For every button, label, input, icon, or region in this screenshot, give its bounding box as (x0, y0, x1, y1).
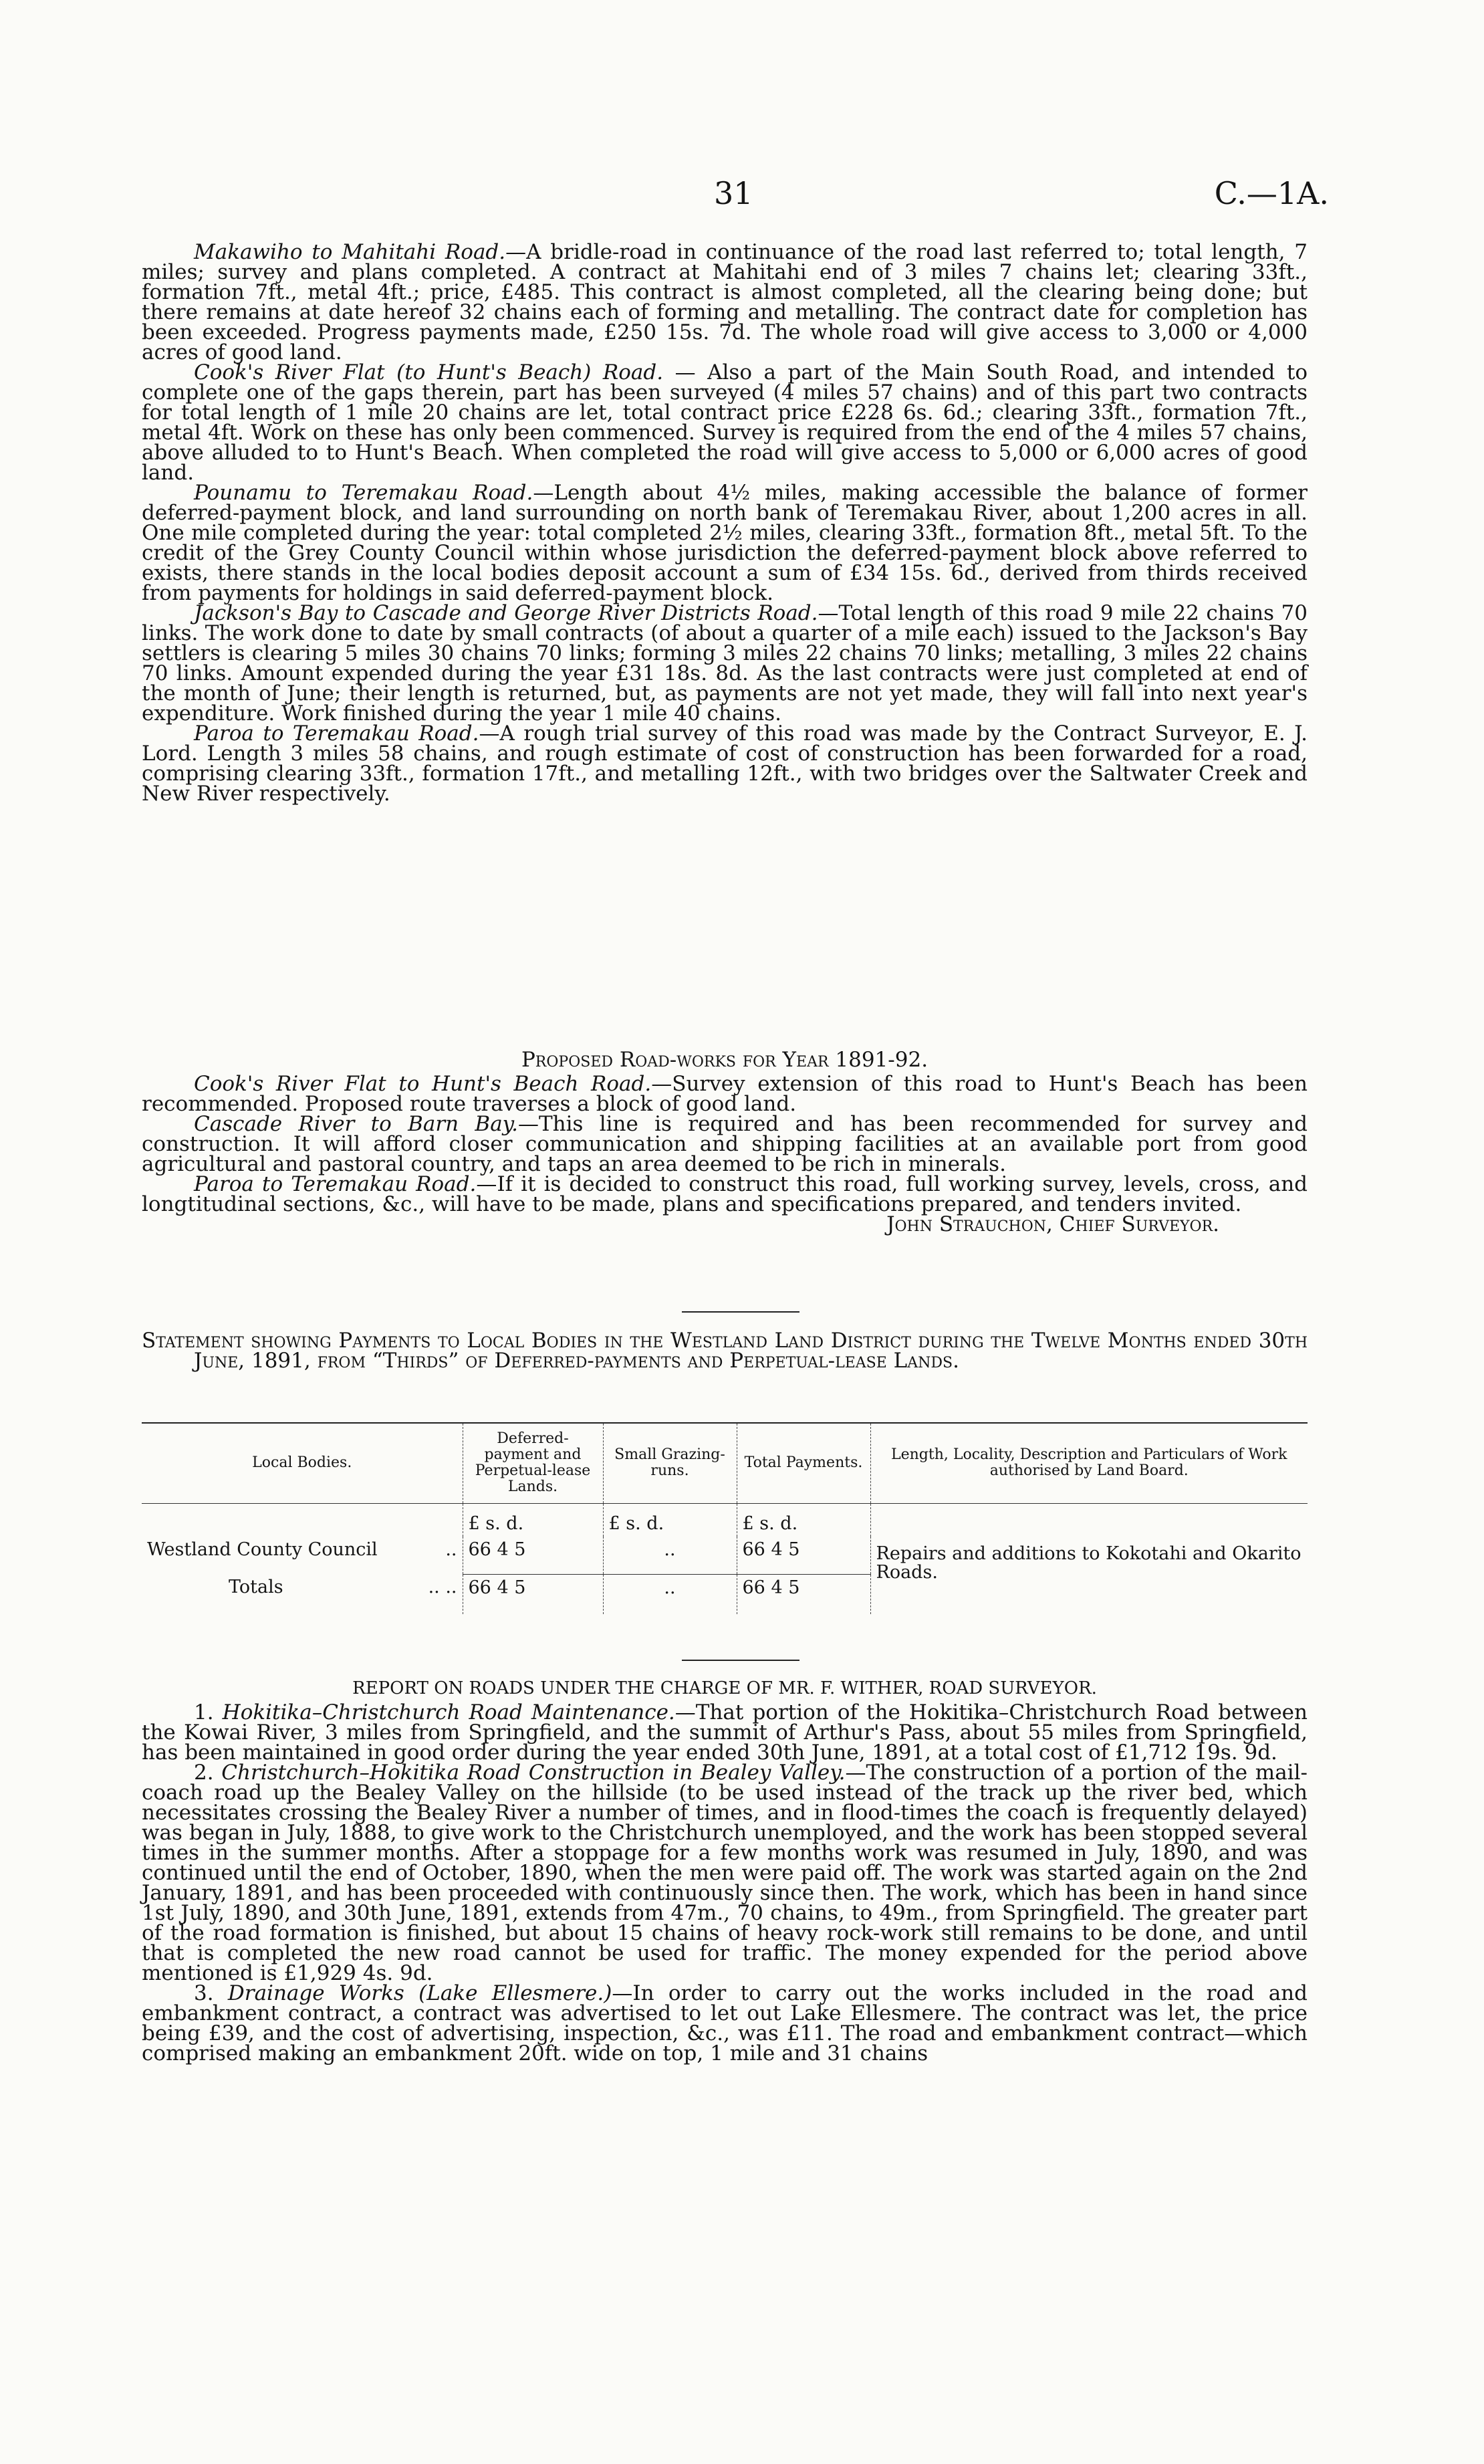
col-small-grazing: Small Grazing-runs. (603, 1423, 737, 1503)
table-row (142, 1537, 1308, 1574)
proposed-paragraph (142, 1174, 1308, 1214)
spacer-cell (870, 1503, 1308, 1537)
col-local-bodies: Local Bodies. (142, 1423, 463, 1503)
road-paragraph (142, 603, 1308, 723)
item-text: —In order to carry out the works included in the road and embankment contract, a contract was advertised to let out Lake Ellesmere. The contract was let, the price being £39, and the cost of advertising, inspection, &c., was £11. The road and embankment contract—which comprised making an embankment 20ft. wide on top, 1 mile and 31 chains (142, 1981, 1308, 2065)
road-text: —Length about 4½ miles, making accessible the balance of former deferred-payment block, and land surrounding on north bank of Teremakau River, about 1,200 acres in all. One mile completed during the year: total completed 2½ miles, clearing 33ft., formation 8ft., metal 5ft. To the credit of the Grey County Council within whose jurisdiction the deferred-payment block above referred to exists, there stands in the local bodies deposit account a sum of £34 15s. 6d., derived from thirds received from payments for holdings in said deferred-payment block. (142, 481, 1308, 605)
road-title: Pounamu to Teremakau Road. (194, 481, 533, 505)
body-name: Westland County Council (147, 1539, 378, 1560)
totals-label: Totals (229, 1577, 283, 1597)
item-number: 1. (194, 1700, 214, 1724)
item-title: Christchurch–Hokitika Road Construction in Bealey Valley. (221, 1761, 846, 1785)
proposed-works-section (142, 1050, 1308, 1234)
units-grazing: £ s. d. (603, 1503, 737, 1537)
road-paragraph (142, 242, 1308, 362)
page-header (0, 175, 1484, 215)
col-total: Total Payments. (737, 1423, 870, 1503)
col-deferred: Deferred-payment and Perpetual-lease Lands. (463, 1423, 603, 1503)
row-particulars: Repairs and additions to Kokotahi and Okarito Roads. (870, 1537, 1308, 1614)
item-text: —That portion of the Hokitika–Christchurch Road between the Kowai River, 3 miles from Springfield, and the summit of Arthur's Pass, about 55 miles from Springfield, has been maintained in good order during the year ended 30th June, 1891, at a total cost of £1,712 19s. 9d. (142, 1700, 1308, 1765)
proposed-title: Cook's River Flat to Hunt's Beach Road. (194, 1072, 652, 1096)
signature: John Strauchon, Chief Surveyor. (886, 1212, 1219, 1236)
page-number: 31 (714, 175, 753, 211)
wither-report-section (142, 1678, 1308, 2063)
row-local-body (142, 1537, 463, 1574)
road-text: — Also a part of the Main South Road, and intended to complete one of the gaps therein, part has been surveyed (4 miles 57 chains) and of this part two contracts for total length of 1 mile 20 chains are let, total contract price £228 6s. 6d.; clearing 33ft., formation 7ft., metal 4ft. Work on these has only been commenced. Survey is required from the end of the 4 miles 57 chains, above alluded to to Hunt's Beach. When completed the road will give access to 5,000 or 6,000 acres of good land. (142, 360, 1308, 485)
row-grazing: .. (603, 1537, 737, 1574)
item-text: —The construction of a portion of the mail-coach road up the Bealey Valley on the hillside (to be used instead of the track up the river bed, which necessitates crossing the Bealey River a number of times, and in flood-times the coach is frequently delayed) was began in July, 1888, to give work to the Christchurch unemployed, and the work has been stopped several times in the summer months. After a stoppage for a few months work was resumed in July, 1890, and was continued until the end of October, 1890, when the men were paid off. The work was started again on the 2nd January, 1891, and has been proceeded with continuously since then. The work, which has been in hand since 1st July, 1890, and 30th June, 1891, extends from 47m., 70 chains, to 49m., from Springfield. The greater part of the road formation is finished, but about 15 chains of heavy rock-work still remains to be done, and until that is completed the new road cannot be used for traffic. The money expended for the period above mentioned is £1,929 4s. 9d. (142, 1761, 1308, 1985)
proposed-title: Paroa to Teremakau Road. (194, 1172, 477, 1196)
totals-label-cell (142, 1574, 463, 1614)
road-paragraph (142, 723, 1308, 804)
leader-dots: .. (445, 1539, 457, 1560)
statement-table-wrap (142, 1422, 1308, 1614)
proposed-title: Cascade River to Barn Bay. (194, 1112, 518, 1136)
road-title: Makawiho to Mahitahi Road. (194, 240, 506, 264)
units-deferred: £ s. d. (463, 1503, 603, 1537)
divider (682, 1660, 799, 1661)
col-particulars: Length, Locality, Description and Particulars of Work authorised by Land Board. (870, 1423, 1308, 1503)
road-text: —Total length of this road 9 mile 22 chains 70 links. The work done to date by small contracts (of about a quarter of a mile each) issued to the Jackson's Bay settlers is clearing 5 miles 30 chains 70 links; forming 3 miles 22 chains 70 links; metalling, 3 miles 22 chains 70 links. Amount expended during the year £31 18s. 8d. As the last contracts were just completed at end of the month of June; their length is returned, but, as payments are not yet made, they will fall into next year's expenditure. Work finished during the year 1 mile 40 chains. (142, 601, 1308, 725)
wither-paragraph (142, 1702, 1308, 1763)
spacer-cell (142, 1503, 463, 1537)
proposed-text: —If it is decided to construct this road, full working survey, levels, cross, and longtitudinal sections, &c., will have to be made, plans and specifications prepared, and tenders invited. (142, 1172, 1308, 1216)
totals-grazing: .. (603, 1574, 737, 1614)
road-title: Paroa to Teremakau Road. (194, 721, 479, 746)
road-text: —A bridle-road in continuance of the road last referred to; total length, 7 miles; survey and plans completed. A contract at Mahitahi end of 3 miles 7 chains let; clearing 33ft., formation 7ft., metal 4ft.; price, £485. This contract is almost completed, all the clearing being done; but there remains at date hereof 32 chains each of forming and metalling. The contract date for completion has been exceeded. Progress payments made, £250 15s. 7d. The whole road will give access to 3,000 or 4,000 acres of good land. (142, 240, 1308, 364)
totals-total: 66 4 5 (737, 1574, 870, 1614)
proposed-paragraph (142, 1074, 1308, 1114)
item-title: Hokitika–Christchurch Road Maintenance. (222, 1700, 675, 1724)
units-total: £ s. d. (737, 1503, 870, 1537)
statement-table (142, 1422, 1308, 1614)
road-title: Cook's River Flat (to Hunt's Beach) Road. (194, 360, 664, 384)
statement-section (142, 1331, 1308, 1371)
document-reference: C.—1A. (1214, 175, 1329, 211)
divider (682, 1311, 799, 1313)
row-deferred: 66 4 5 (463, 1537, 603, 1574)
item-number: 2. (194, 1761, 214, 1785)
road-reports-section (142, 242, 1308, 804)
road-paragraph (142, 362, 1308, 483)
wither-paragraph (142, 1983, 1308, 2063)
leader-dots: .. .. (428, 1577, 457, 1597)
row-total: 66 4 5 (737, 1537, 870, 1574)
proposed-text: —This line is required and has been recommended for survey and construction. It will afford closer communication and shipping facilities at an available port from good agricultural and pastoral country, and taps an area deemed to be rich in minerals. (142, 1112, 1308, 1176)
road-text: —A rough trial survey of this road was made by the Contract Surveyor, E. J. Lord. Length 3 miles 58 chains, and rough estimate of cost of construction has been forwarded for a road, comprising clearing 33ft., formation 17ft., and metalling 12ft., with two bridges over the Saltwater Creek and New River respectively. (142, 721, 1308, 806)
proposed-paragraph (142, 1114, 1308, 1174)
road-paragraph (142, 483, 1308, 603)
item-number: 3. (194, 1981, 214, 2005)
wither-paragraph (142, 1763, 1308, 1983)
wither-heading: REPORT ON ROADS UNDER THE CHARGE OF MR. F. WITHER, ROAD SURVEYOR. (352, 1678, 1097, 1698)
totals-deferred: 66 4 5 (463, 1574, 603, 1614)
item-title: Drainage Works (Lake Ellesmere.) (227, 1981, 612, 2005)
road-title: Jackson's Bay to Cascade and George River Districts Road. (194, 601, 818, 625)
proposed-text: —Survey extension of this road to Hunt's Beach has been recommended. Proposed route traverses a block of good land. (142, 1072, 1308, 1116)
proposed-heading: Proposed Road-works for Year 1891-92. (521, 1048, 929, 1072)
statement-caption: Statement showing Payments to Local Bodies in the Westland Land District during the Twelve Months ended 30th June, 1891, from “Thirds” of Deferred-payments and Perpetual-lease Lands. (142, 1329, 1308, 1373)
